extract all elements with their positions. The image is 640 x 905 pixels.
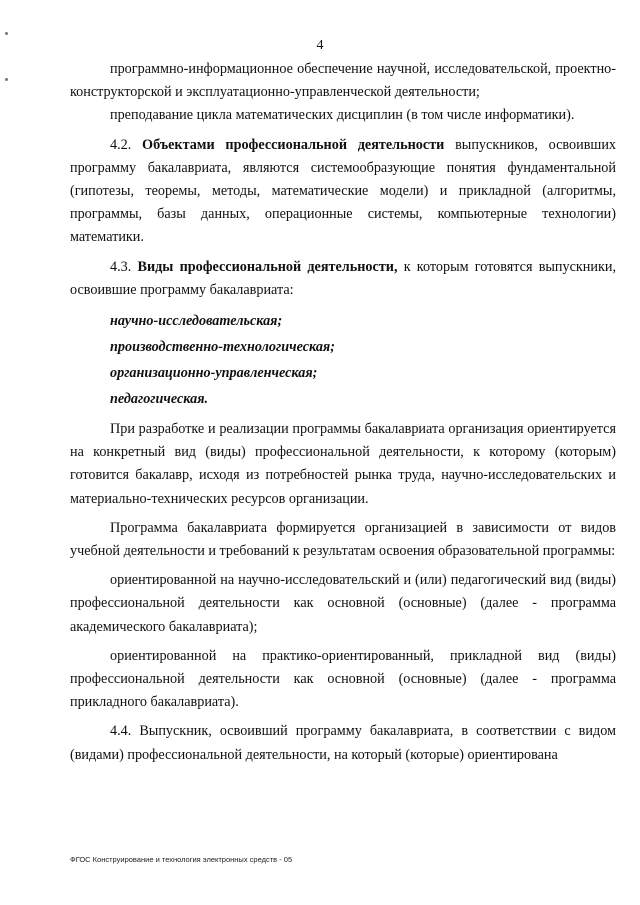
- paragraph-applied-bachelor: ориентированной на практико-ориентированный, прикладной вид (виды) профессиональной деятельности как основной (основные) (далее - программа прикладного бакалавриата).: [70, 647, 616, 711]
- paragraph-4-2: [70, 134, 616, 250]
- list-item: научно-исследовательская;: [110, 313, 283, 330]
- paragraph-software-support: программно-информационное обеспечение научной, исследовательской, проектно-конструкторской и эксплуатационно-управленческой деятельности;: [70, 61, 616, 101]
- page-number: 4: [316, 38, 324, 53]
- section-number: 4.3.: [110, 258, 132, 275]
- list-item: педагогическая.: [110, 391, 209, 408]
- document-body: [70, 58, 616, 767]
- list-item: организационно-управленческая;: [110, 365, 318, 382]
- activity-types-list: [70, 308, 616, 412]
- bold-term: Виды профессиональной деятельности,: [137, 258, 398, 275]
- paragraph-4-4: 4.4. Выпускник, освоивший программу бакалавриата, в соответствии с видом (видами) профессиональной деятельности, на который (которые) ориентирована: [70, 723, 616, 763]
- paragraph-4-3: [70, 256, 616, 302]
- page-footer: ФГОС Конструирование и технология электронных средств - 05: [70, 855, 293, 864]
- section-number: 4.2.: [110, 136, 132, 153]
- paragraph-academic-bachelor: ориентированной на научно-исследовательский и (или) педагогический вид (виды) профессиональной деятельности как основной (основные) (далее - программа академического бакалавриата);: [70, 572, 616, 635]
- paragraph-text: к которым готовятся выпускники, освоившие программу бакалавриата:: [70, 258, 617, 298]
- paragraph-teaching: преподавание цикла математических дисциплин (в том числе информатики).: [110, 107, 575, 124]
- scan-mark: [5, 78, 8, 81]
- paragraph-text: выпускников, освоивших программу бакалавриата, являются системообразующие понятия фундаментальной (гипотезы, теоремы, методы, математические модели) и прикладной (алгоритмы, программы, базы данных, операционные системы, компьютерные технологии) математики.: [70, 136, 617, 246]
- scan-mark: [5, 32, 8, 35]
- bold-term: Объектами профессиональной деятельности: [142, 136, 445, 153]
- list-item: производственно-технологическая;: [110, 339, 335, 356]
- paragraph-orientation: При разработке и реализации программы бакалавриата организация ориентируется на конкретный вид (виды) профессиональной деятельности, к которому (которым) готовится бакалавр, исходя из потребностей рынка труда, научно-исследовательских и материально-технических ресурсов организации.: [70, 421, 616, 507]
- paragraph-program-formation: Программа бакалавриата формируется организацией в зависимости от видов учебной деятельности и требований к результатам освоения образовательной программы:: [70, 519, 616, 560]
